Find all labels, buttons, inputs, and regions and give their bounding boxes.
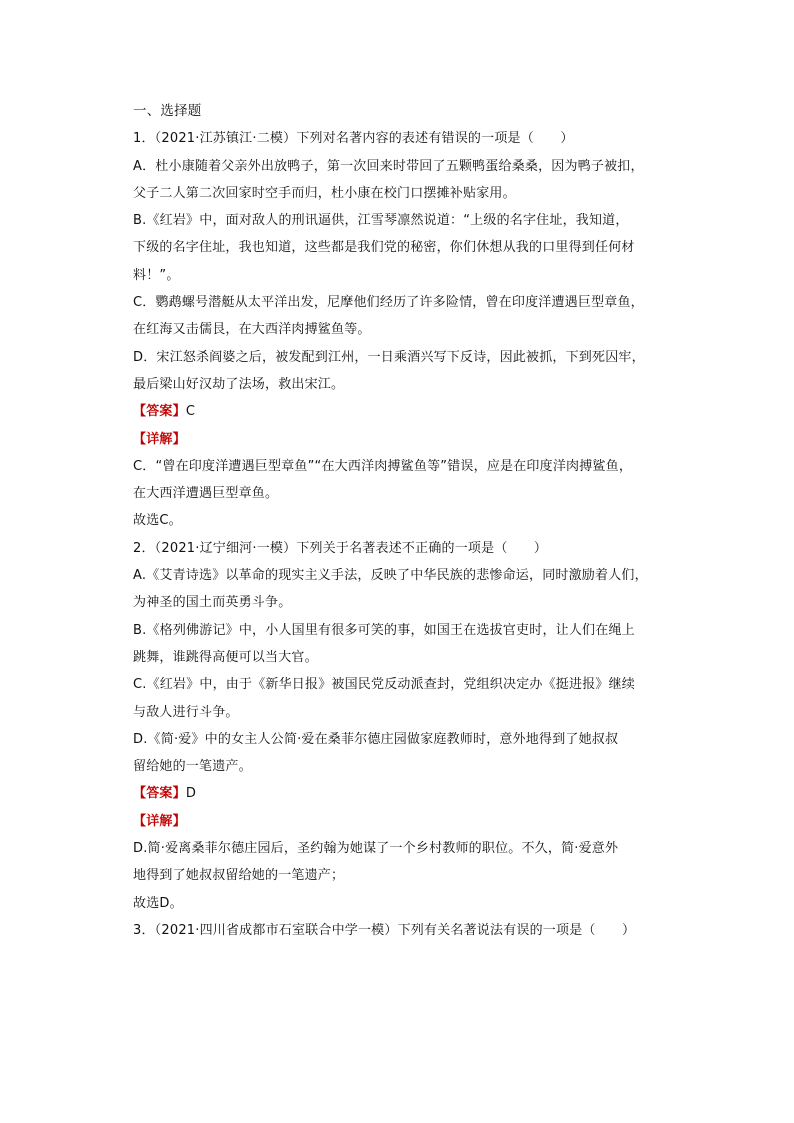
q1-option-c-line-2: 在红海又击儒艮，在大西洋肉搏鲨鱼等。 [133, 322, 371, 338]
q2-option-a-line-1: A.《艾青诗选》以革命的现实主义手法，反映了中华民族的悲惨命运，同时激励着人们， [133, 568, 648, 584]
q1-conclusion: 故选C。 [133, 513, 182, 529]
q1-option-c-line-1: C．鹦鹉螺号潜艇从太平洋出发，尼摩他们经历了许多险情，曾在印度洋遭遇巨型章鱼， [133, 295, 644, 311]
answer-label: 【答案】 [133, 786, 186, 802]
answer-value: C [185, 404, 196, 420]
q2-conclusion: 故选D。 [133, 895, 183, 911]
q1-explanation-line-2: 在大西洋遭遇巨型章鱼。 [133, 486, 279, 502]
q2-option-b-line-1: B.《格列佛游记》中，小人国里有很多可笑的事，如国王在选拔官吏时，让人们在绳上 [133, 622, 635, 638]
q1-option-d-line-1: D．宋江怒杀阎婆之后，被发配到江州，一日乘酒兴写下反诗，因此被抓，下到死囚牢， [133, 349, 645, 365]
q2-option-a-line-2: 为神圣的国土而英勇斗争。 [133, 595, 292, 611]
answer-label: 【答案】 [133, 404, 186, 420]
q2-option-d-line-2: 留给她的一笔遗产。 [133, 759, 252, 775]
q2-option-b-line-2: 跳舞，谁跳得高便可以当大官。 [133, 649, 318, 665]
q2-answer-row [133, 780, 673, 807]
q1-option-b-line-1: B.《红岩》中，面对敌人的刑讯逼供，江雪琴凛然说道：“上级的名字住址，我知道， [133, 213, 629, 229]
q1-option-b-line-2: 下级的名字住址，我也知道，这些都是我们党的秘密，你们休想从我的口里得到任何材 [133, 240, 635, 256]
q1-option-a-line-1: A．杜小康随着父亲外出放鸭子，第一次回来时带回了五颗鸭蛋给桑桑，因为鸭子被扣， [133, 158, 644, 174]
question-3-stem: 3．（2021·四川省成都市石室联合中学一模）下列有关名著说法有误的一项是（ ） [133, 922, 636, 938]
q2-explanation-line-1: D.简·爱离桑菲尔德庄园后，圣约翰为她谋了一个乡村教师的职位。不久，简·爱意外 [133, 841, 619, 857]
q1-answer-row [133, 398, 673, 425]
q2-option-c-line-2: 与敌人进行斗争。 [133, 704, 239, 720]
document-page [133, 98, 673, 944]
question-1-stem: 1．（2021·江苏镇江·二模）下列对名著内容的表述有错误的一项是（ ） [133, 131, 574, 147]
explanation-label: 【详解】 [133, 431, 186, 447]
explanation-label: 【详解】 [133, 813, 186, 829]
q2-option-c-line-1: C.《红岩》中，由于《新华日报》被国民党反动派查封，党组织决定办《挺进报》继续 [133, 677, 636, 693]
q1-option-d-line-2: 最后梁山好汉劫了法场，救出宋江。 [133, 376, 345, 392]
question-2-stem: 2．（2021·辽宁细河·一模）下列关于名著表述不正确的一项是（ ） [133, 540, 548, 556]
q1-explain-row [133, 426, 673, 453]
section-title: 一、选择题 [133, 103, 202, 119]
q1-option-a-line-2: 父子二人第二次回家时空手而归，杜小康在校门口摆摊补贴家用。 [133, 185, 516, 201]
answer-value: D [185, 786, 197, 802]
q1-option-b-line-3: 料！”。 [133, 267, 180, 283]
q2-option-d-line-1: D.《简·爱》中的女主人公简·爱在桑菲尔德庄园做家庭教师时，意外地得到了她叔叔 [133, 731, 619, 747]
q1-explanation-line-1: C．“曾在印度洋遭遇巨型章鱼”“在大西洋肉搏鲨鱼等”错误，应是在印度洋肉搏鲨鱼， [133, 458, 633, 474]
q2-explanation-line-2: 地得到了她叔叔留给她的一笔遗产； [133, 868, 345, 884]
q2-explain-row [133, 808, 673, 835]
